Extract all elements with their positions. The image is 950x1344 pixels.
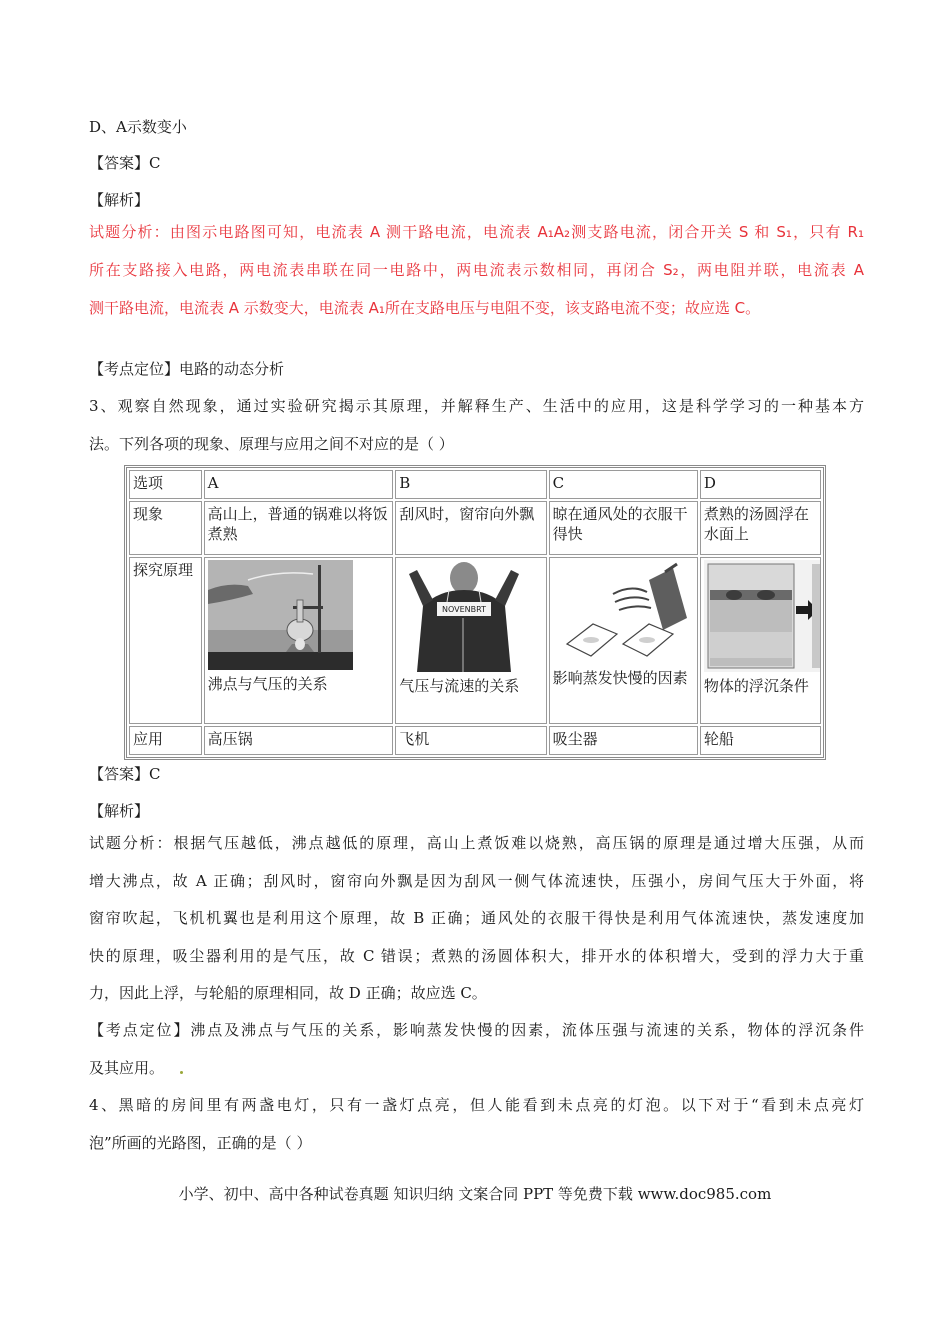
q3-kaodian-line: 及其应用。 [89,1058,165,1077]
q3-kaodian-line: 【考点定位】沸点及沸点与气压的关系，影响蒸发快慢的因素，流体压强与流速的关系，物体的浮沉条件 [89,1021,864,1039]
phenomenon-cell: 晾在通风处的衣服干得快 [549,501,698,555]
boiling-experiment-image [208,560,353,670]
table-row-application [129,726,821,755]
phenomenon-cell: 刮风时，窗帘向外飘 [395,501,546,555]
q3-stem [89,396,864,471]
q3-table [124,465,826,760]
phenomenon-cell: 煮熟的汤圆浮在水面上 [700,501,821,555]
application-cell: 飞机 [395,726,546,755]
q2-analysis-heading: 【解析】 [89,191,150,209]
q2-kaodian: 【考点定位】电路的动态分析 [89,360,285,378]
table-row-principle [129,557,821,724]
q3-stem-line: 法。下列各项的现象、原理与应用之间不对应的是（ ） [89,434,454,453]
q3-analysis-line: 快的原理，吸尘器利用的是气压，故 C 错误；煮熟的汤圆体积大，排开水的体积增大，受到的浮力大于重 [89,946,864,965]
q3-analysis-line: 力，因此上浮，与轮船的原理相同，故 D 正确；故应选 C。 [89,984,487,1002]
principle-caption: 影响蒸发快慢的因素 [552,669,688,688]
application-cell: 吸尘器 [549,726,698,755]
q3-stem-line: 3、观察自然现象，通过实验研究揭示其原理，并解释生产、生活中的应用，这是科学学习的一种基本方 [89,397,864,415]
q2-analysis-line: 试题分析：由图示电路图可知，电流表 A 测干路电流，电流表 A₁A₂测支路电流，闭合开关 S 和 S₁，只有 R₁ [89,223,864,241]
principle-caption: 沸点与气压的关系 [207,675,328,694]
floating-tangyuan-image [704,560,821,672]
table-row-phenomenon [129,501,821,555]
row-label: 探究原理 [129,557,202,724]
q2-option-d: D、A示数变小 [89,118,187,136]
q3-analysis-line: 窗帘吹起，飞机机翼也是利用这个原理，故 B 正确；通风处的衣服干得快是利用气体流速快，蒸发速度加 [89,909,864,927]
stray-dot [180,1071,183,1074]
principle-caption: 气压与流速的关系 [399,677,520,696]
q3-analysis-line: 增大沸点，故 A 正确；刮风时，窗帘向外飘是因为刮风一侧气体流速快，压强小，房间气压大于外面，将 [89,871,864,890]
q2-analysis [89,222,864,336]
q2-answer: 【答案】C [89,154,161,172]
q4-stem-line: 4、黑暗的房间里有两盏电灯，只有一盏灯点亮，但人能看到未点亮的灯泡。以下对于“看到未点亮灯 [89,1096,864,1114]
principle-cell-c [549,557,698,724]
table-header-cell: D [700,470,821,499]
principle-cell-b [395,557,546,724]
principle-caption: 物体的浮沉条件 [703,677,809,696]
q4-stem-line: 泡”所画的光路图，正确的是（ ） [89,1133,312,1152]
evaporation-image [553,560,693,664]
q3-analysis-heading: 【解析】 [89,802,150,820]
q2-analysis-line: 测干路电流，电流表 A 示数变大，电流表 A₁所在支路电压与电阻不变，该支路电流不变；故应选 C。 [89,299,761,317]
q2-analysis-line: 所在支路接入电路，两电流表串联在同一电路中，两电流表示数相同，再闭合 S₂，两电阻并联，电流表 A [89,261,864,279]
row-label: 现象 [129,501,202,555]
q3-kaodian [89,1020,864,1095]
table-header-cell: A [204,470,394,499]
q3-analysis-line: 试题分析：根据气压越低，沸点越低的原理，高山上煮饭难以烧熟，高压锅的原理是通过增大压强，从而 [89,834,864,852]
shirt-label: NOVENBRT [442,605,487,615]
application-cell: 轮船 [700,726,821,755]
page-footer: 小学、初中、高中各种试卷真题 知识归纳 文案合同 PPT 等免费下载 www.doc985.com [178,1185,772,1203]
row-label: 应用 [129,726,202,755]
q3-analysis [89,833,864,1021]
q3-answer: 【答案】C [89,765,161,783]
phenomenon-cell: 高山上，普通的锅难以将饭煮熟 [204,501,394,555]
q4-stem [89,1095,864,1170]
principle-cell-d [700,557,821,724]
table-header-cell: C [549,470,698,499]
table-header-cell: 选项 [129,470,202,499]
application-cell: 高压锅 [204,726,394,755]
table-header-row [129,470,821,499]
curtain-wind-image [399,560,529,672]
principle-cell-a [204,557,394,724]
table-header-cell: B [395,470,546,499]
